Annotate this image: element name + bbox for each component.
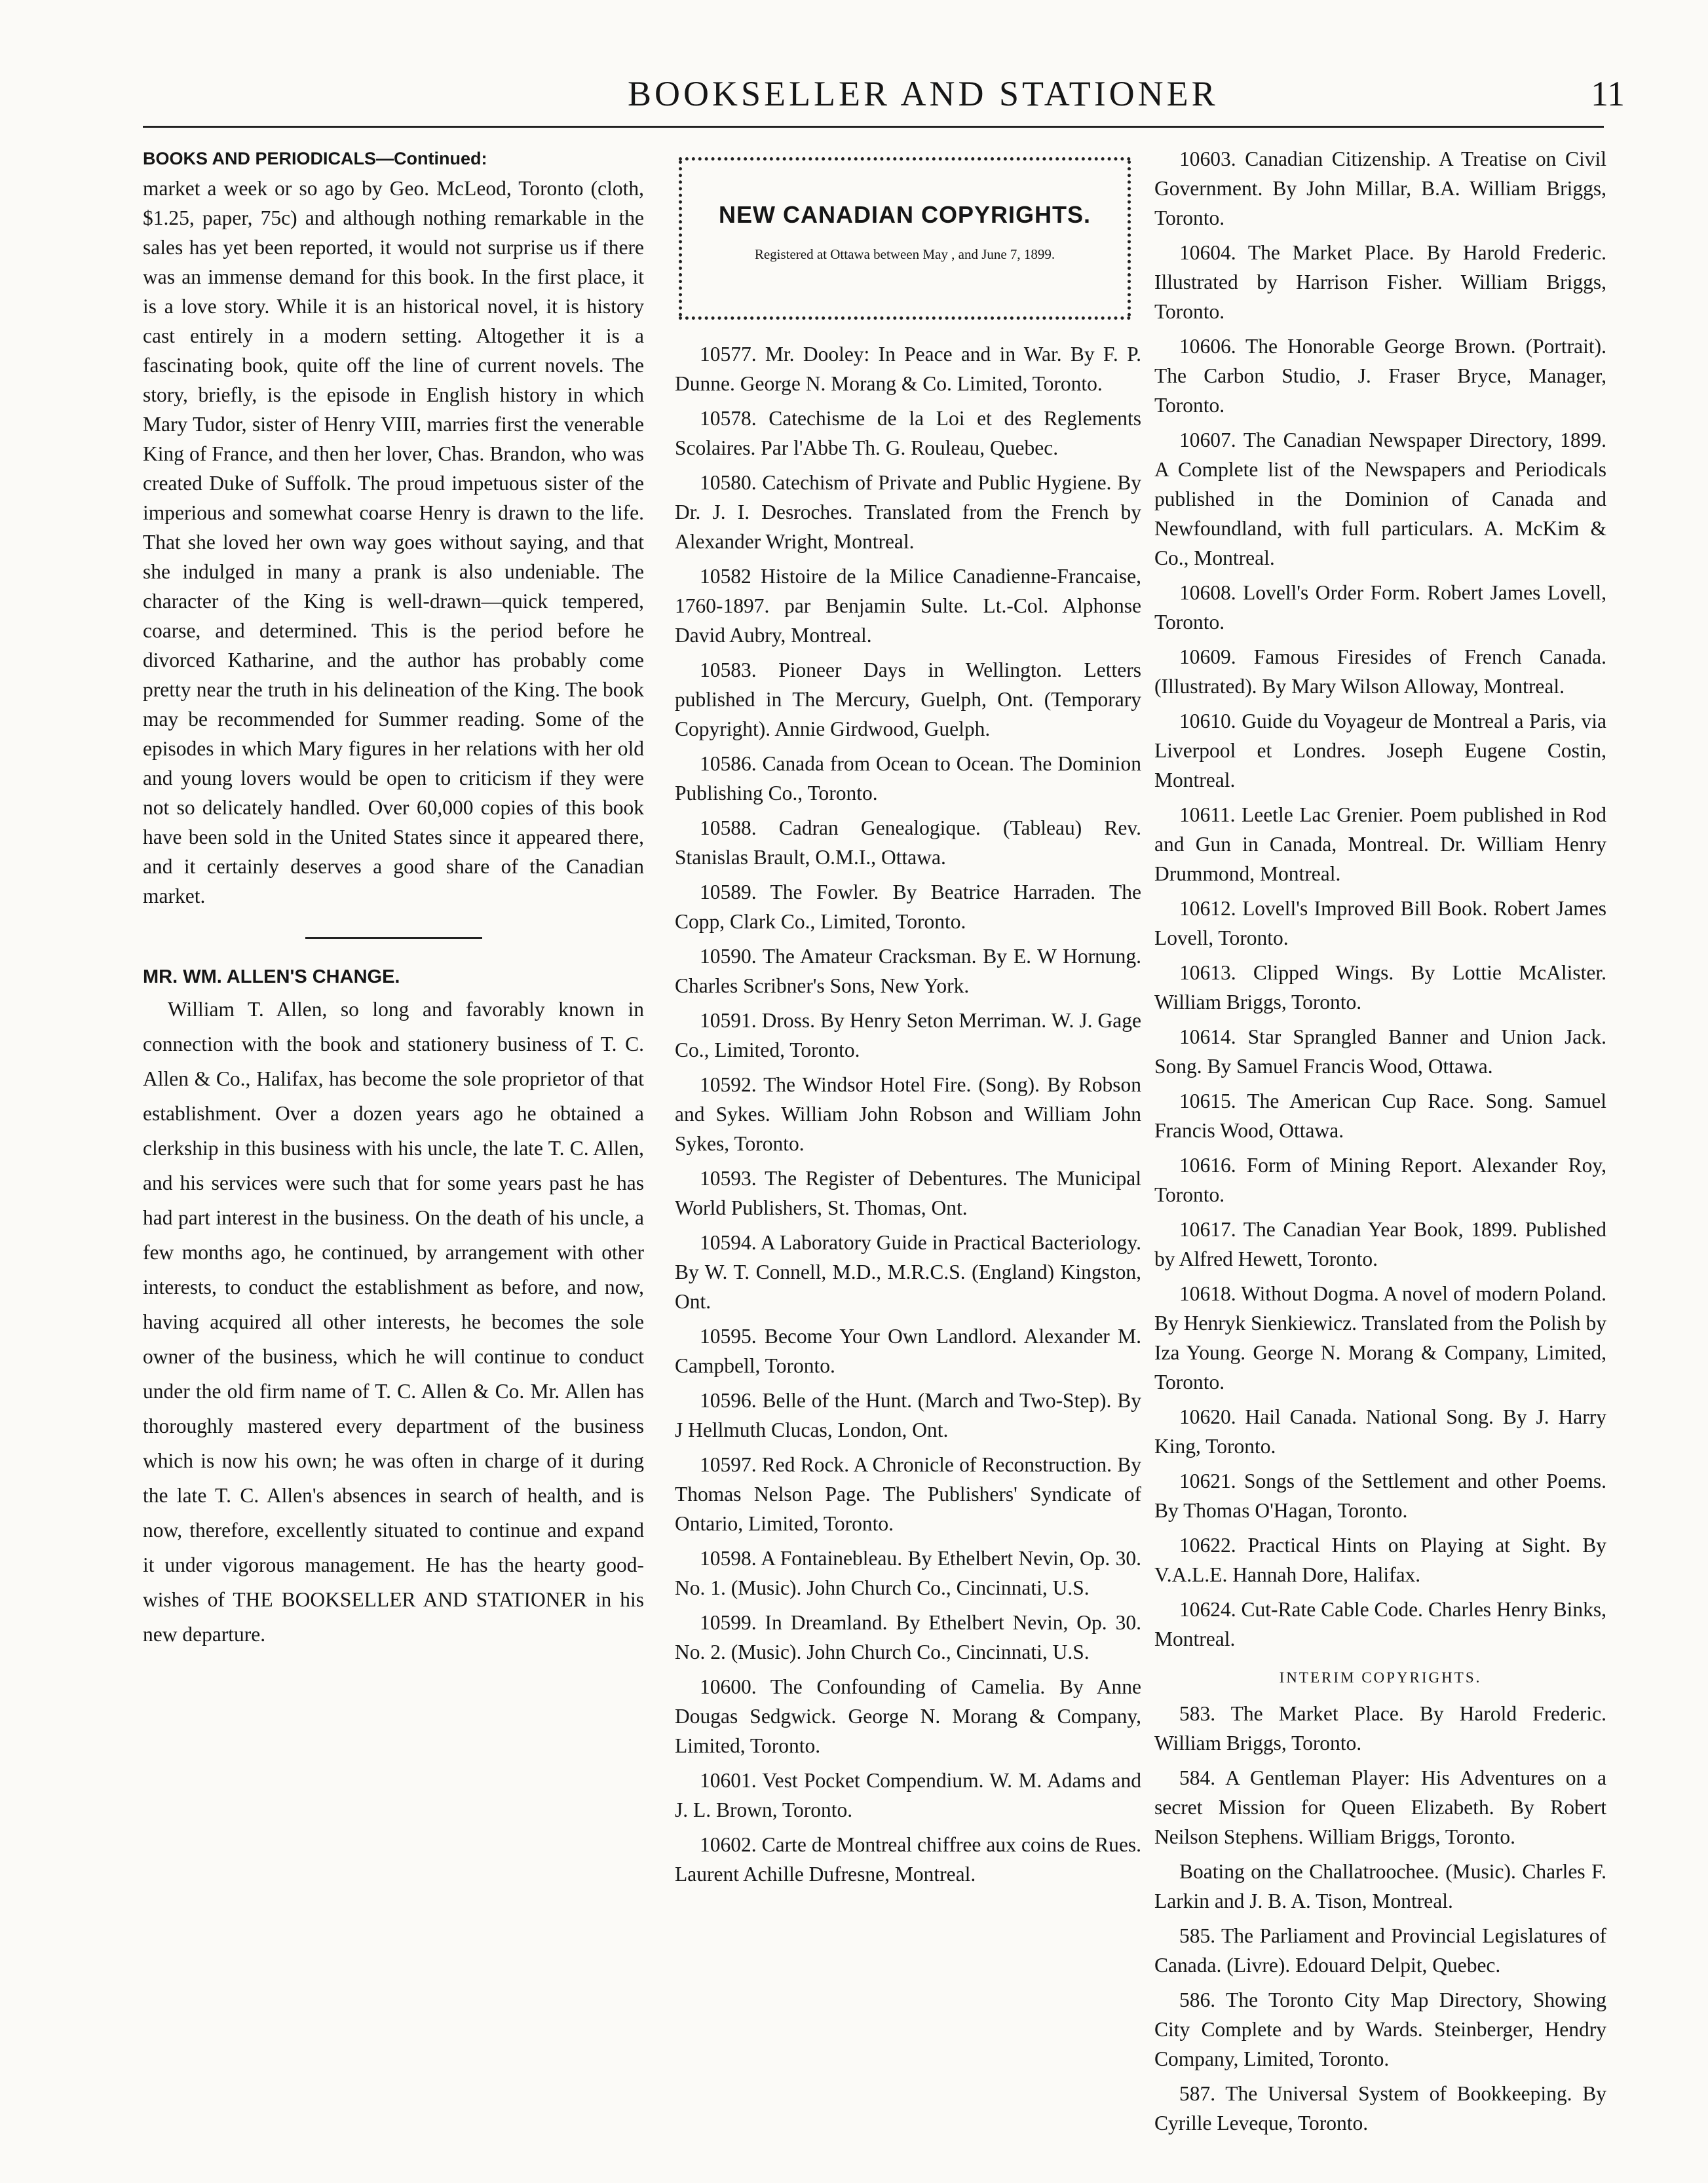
box-subtitle: Registered at Ottawa between May , and June 7, 1899. — [754, 246, 1055, 262]
copyright-entry: 10592. The Windsor Hotel Fire. (Song). By Robson and Sykes. William John Robson and William John Sykes, Toronto. — [675, 1073, 1141, 1155]
copyright-entry: 10600. The Confounding of Camelia. By Anne Dougas Sedgwick. George N. Morang & Company, Limited, Toronto. — [675, 1675, 1141, 1757]
copyright-entry: 10602. Carte de Montreal chiffree aux coins de Rues. Laurent Achille Dufresne, Montreal. — [675, 1833, 1141, 1886]
copyright-entry: 584. A Gentleman Player: His Adventures on a secret Mission for Queen Elizabeth. By Robert Neilson Stephens. William Briggs, Toronto. — [1154, 1766, 1606, 1848]
copyright-entry: 10595. Become Your Own Landlord. Alexander M. Campbell, Toronto. — [675, 1325, 1141, 1377]
box-title: NEW CANADIAN COPYRIGHTS. — [718, 201, 1091, 228]
copyright-entry: 10580. Catechism of Private and Public Hygiene. By Dr. J. I. Desroches. Translated from the French by Alexander Wright, Montreal. — [675, 471, 1141, 553]
copyright-entry: 10617. The Canadian Year Book, 1899. Published by Alfred Hewett, Toronto. — [1154, 1218, 1606, 1270]
copyright-entry: 10607. The Canadian Newspaper Directory, 1899. A Complete list of the Newspapers and Periodicals published in the Dominion of Canada and Newfoundland, with full particulars. A. McKim & Co., Montreal. — [1154, 428, 1606, 569]
column-left — [143, 144, 644, 1652]
copyrights-box — [675, 144, 1141, 328]
copyright-entry: 10618. Without Dogma. A novel of modern Poland. By Henryk Sienkiewicz. Translated from the Polish by Iza Young. George N. Morang & Company, Limited, Toronto. — [1154, 1282, 1606, 1394]
copyright-entry: 586. The Toronto City Map Directory, Showing City Complete and by Wards. Steinberger, Hendry Company, Limited, Toronto. — [1154, 1988, 1606, 2070]
interim-heading: INTERIM COPYRIGHTS. — [1279, 1669, 1482, 1686]
copyright-entry: 10597. Red Rock. A Chronicle of Reconstruction. By Thomas Nelson Page. The Publishers' Syndicate of Ontario, Limited, Toronto. — [675, 1453, 1141, 1535]
copyright-entry: 10608. Lovell's Order Form. Robert James Lovell, Toronto. — [1154, 581, 1606, 634]
copyright-entry: 10599. In Dreamland. By Ethelbert Nevin, Op. 30. No. 2. (Music). John Church Co., Cincinnati, U.S. — [675, 1611, 1141, 1663]
interim-list — [1154, 1699, 1606, 2138]
copyright-entry: 10586. Canada from Ocean to Ocean. The Dominion Publishing Co., Toronto. — [675, 752, 1141, 805]
copyright-list — [675, 339, 1141, 1889]
copyright-entry: 10613. Clipped Wings. By Lottie McAlister. William Briggs, Toronto. — [1154, 961, 1606, 1014]
copyright-entry: 585. The Parliament and Provincial Legislatures of Canada. (Livre). Edouard Delpit, Quebec. — [1154, 1924, 1606, 1977]
review-paragraph: market a week or so ago by Geo. McLeod, Toronto (cloth, $1.25, paper, 75c) and although nothing remarkable in the sales has yet been reported, it would not surprise us if there was an immense demand for this book. In the first place, it is a love story. While it is an historical novel, it is history cast entirely in a modern setting. Altogether it is a fascinating book, quite off the line of current novels. The story, briefly, is the episode in English history in which Mary Tudor, sister of Henry VIII, marries first the venerable King of France, and then her lover, Chas. Brandon, who was created Duke of Suffolk. The proud impetuous sister of the imperious and somewhat coarse Henry is drawn to the life. That she loved her own way goes without saying, and that she indulged in many a prank is also undeniable. The character of the King is well-drawn—quick tempered, coarse, and determined. This is the period before he divorced Katharine, and the author has probably come pretty near the truth in his delineation of the King. The book may be recommended for Summer reading. Some of the episodes in which Mary figures in her relations with her old and young lovers would be open to criticism if they were not so delicately handled. Over 60,000 copies of this book have been sold in the United States since it appeared there, and it certainly deserves a good share of the Canadian market. — [143, 177, 644, 907]
copyright-entry: 10616. Form of Mining Report. Alexander Roy, Toronto. — [1154, 1154, 1606, 1206]
copyright-entry: 10622. Practical Hints on Playing at Sight. By V.A.L.E. Hannah Dore, Halifax. — [1154, 1534, 1606, 1586]
copyright-entry: 10583. Pioneer Days in Wellington. Letters published in The Mercury, Guelph, Ont. (Temporary Copyright). Annie Girdwood, Guelph. — [675, 658, 1141, 740]
copyright-entry: 10620. Hail Canada. National Song. By J. Harry King, Toronto. — [1154, 1405, 1606, 1458]
copyright-entry: 10612. Lovell's Improved Bill Book. Robert James Lovell, Toronto. — [1154, 897, 1606, 949]
section-divider — [305, 937, 482, 939]
copyright-entry: 10609. Famous Firesides of French Canada. (Illustrated). By Mary Wilson Alloway, Montreal. — [1154, 645, 1606, 698]
copyright-entry: 10594. A Laboratory Guide in Practical Bacteriology. By W. T. Connell, M.D., M.R.C.S. (England) Kingston, Ont. — [675, 1231, 1141, 1313]
column-right — [1154, 144, 1606, 2143]
copyright-entry: 10589. The Fowler. By Beatrice Harraden. The Copp, Clark Co., Limited, Toronto. — [675, 881, 1141, 933]
copyright-entry: 10596. Belle of the Hunt. (March and Two-Step). By J Hellmuth Clucas, London, Ont. — [675, 1389, 1141, 1441]
copyright-entry: 10624. Cut-Rate Cable Code. Charles Henry Binks, Montreal. — [1154, 1598, 1606, 1650]
copyright-entry: 587. The Universal System of Bookkeeping. By Cyrille Leveque, Toronto. — [1154, 2082, 1606, 2135]
copyright-entry: 10598. A Fontainebleau. By Ethelbert Nevin, Op. 30. No. 1. (Music). John Church Co., Cincinnati, U.S. — [675, 1547, 1141, 1599]
copyright-entry: 10590. The Amateur Cracksman. By E. W Hornung. Charles Scribner's Sons, New York. — [675, 945, 1141, 997]
column-middle — [675, 144, 1141, 1894]
page-number: 11 — [1591, 74, 1625, 113]
copyright-entry: 10615. The American Cup Race. Song. Samuel Francis Wood, Ottawa. — [1154, 1090, 1606, 1142]
copyright-entry: 10601. Vest Pocket Compendium. W. M. Adams and J. L. Brown, Toronto. — [675, 1769, 1141, 1821]
page-header — [0, 71, 1708, 117]
copyright-entry: 10610. Guide du Voyageur de Montreal a Paris, via Liverpool et Londres. Joseph Eugene Costin, Montreal. — [1154, 710, 1606, 791]
copyright-entry: 10578. Catechisme de la Loi et des Reglements Scolaires. Par l'Abbe Th. G. Rouleau, Quebec. — [675, 407, 1141, 459]
copyright-entry: 10611. Leetle Lac Grenier. Poem published in Rod and Gun in Canada, Montreal. Dr. William Henry Drummond, Montreal. — [1154, 803, 1606, 885]
copyright-entry: 10621. Songs of the Settlement and other Poems. By Thomas O'Hagan, Toronto. — [1154, 1470, 1606, 1522]
copyright-entry: 10606. The Honorable George Brown. (Portrait). The Carbon Studio, J. Fraser Bryce, Manager, Toronto. — [1154, 335, 1606, 417]
continued-heading: BOOKS AND PERIODICALS—Continued: — [143, 149, 487, 168]
copyright-entry: 10591. Dross. By Henry Seton Merriman. W. J. Gage Co., Limited, Toronto. — [675, 1009, 1141, 1061]
copyright-entry: 583. The Market Place. By Harold Frederic. William Briggs, Toronto. — [1154, 1702, 1606, 1755]
copyright-entry: 10582 Histoire de la Milice Canadienne-Francaise, 1760-1897. par Benjamin Sulte. Lt.-Col. Alphonse David Aubry, Montreal. — [675, 565, 1141, 647]
copyright-entry: Boating on the Challatroochee. (Music). Charles F. Larkin and J. B. A. Tison, Montreal. — [1154, 1860, 1606, 1912]
copyright-list-continued — [1154, 144, 1606, 1654]
copyright-entry: 10593. The Register of Debentures. The Municipal World Publishers, St. Thomas, Ont. — [675, 1167, 1141, 1219]
copyright-entry: 10604. The Market Place. By Harold Frederic. Illustrated by Harrison Fisher. William Briggs, Toronto. — [1154, 241, 1606, 323]
copyright-entry: 10614. Star Sprangled Banner and Union Jack. Song. By Samuel Francis Wood, Ottawa. — [1154, 1025, 1606, 1078]
copyright-entry: 10577. Mr. Dooley: In Peace and in War. By F. P. Dunne. George N. Morang & Co. Limited, Toronto. — [675, 343, 1141, 395]
section-title: MR. WM. ALLEN'S CHANGE. — [143, 966, 400, 987]
header-rule — [143, 126, 1604, 128]
copyright-entry: 10603. Canadian Citizenship. A Treatise on Civil Government. By John Millar, B.A. William Briggs, Toronto. — [1154, 147, 1606, 229]
running-title: BOOKSELLER AND STATIONER — [628, 74, 1219, 113]
article-paragraph: William T. Allen, so long and favorably known in connection with the book and stationery business of T. C. Allen & Co., Halifax, has become the sole proprietor of that establishment. Over a dozen years ago he obtained a clerkship in this business with his uncle, the late T. C. Allen, and his services were such that for some years past he has had part interest in the business. On the death of his uncle, a few months ago, he continued, by arrangement with other interests, to conduct the establishment as before, and now, having acquired all other interests, he becomes the sole owner of the business, which he will continue to conduct under the old firm name of T. C. Allen & Co. Mr. Allen has thoroughly mastered every department of the business which is now his own; he was often in charge of it during the late T. C. Allen's absences in search of health, and is now, therefore, excellently situated to continue and expand it under vigorous management. He has the hearty good-wishes of THE BOOKSELLER AND STATIONER in his new departure. — [143, 998, 644, 1646]
copyright-entry: 10588. Cadran Genealogique. (Tableau) Rev. Stanislas Brault, O.M.I., Ottawa. — [675, 816, 1141, 869]
